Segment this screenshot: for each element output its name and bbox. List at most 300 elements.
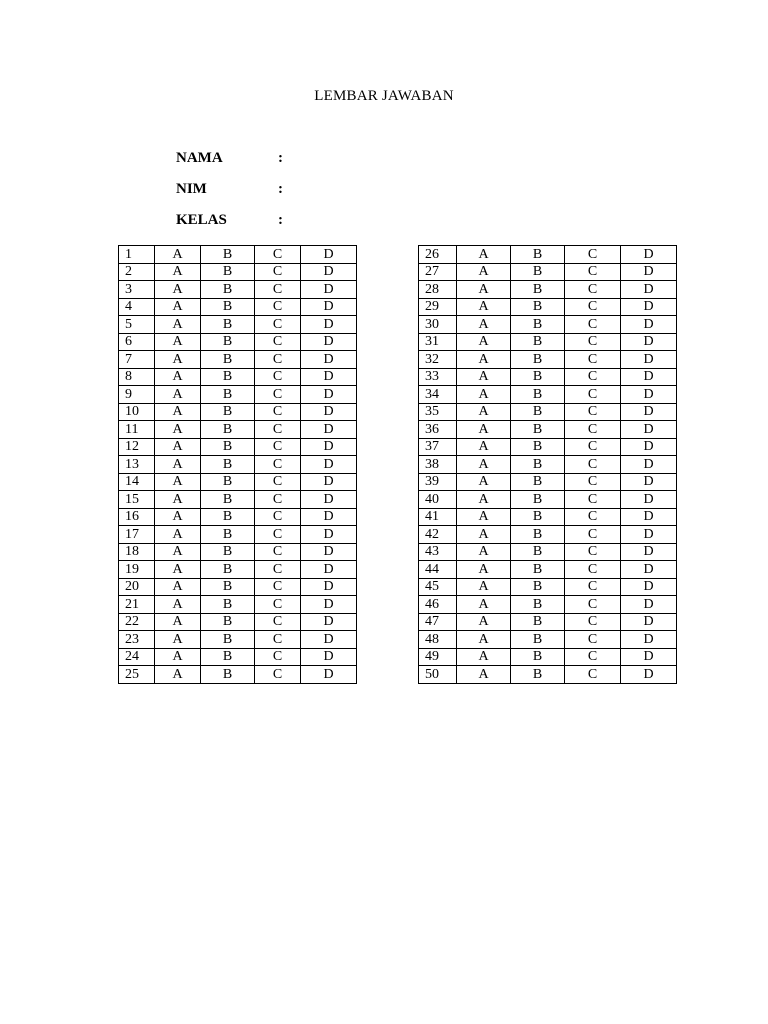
option-a[interactable]: A bbox=[457, 403, 511, 421]
option-c[interactable]: C bbox=[565, 316, 621, 334]
option-a[interactable]: A bbox=[457, 351, 511, 369]
answer-row bbox=[119, 421, 357, 439]
option-b[interactable]: B bbox=[511, 596, 565, 614]
option-c[interactable]: C bbox=[255, 666, 301, 684]
option-d[interactable]: D bbox=[621, 386, 677, 404]
option-a[interactable]: A bbox=[457, 596, 511, 614]
option-b[interactable]: B bbox=[201, 298, 255, 316]
option-a[interactable]: A bbox=[457, 561, 511, 579]
option-c[interactable]: C bbox=[565, 351, 621, 369]
question-number: 44 bbox=[419, 561, 457, 579]
option-b[interactable]: B bbox=[511, 298, 565, 316]
answer-row bbox=[119, 403, 357, 421]
option-a[interactable]: A bbox=[155, 368, 201, 386]
option-c[interactable]: C bbox=[565, 596, 621, 614]
question-number: 11 bbox=[119, 421, 155, 439]
option-c[interactable]: C bbox=[565, 403, 621, 421]
option-c[interactable]: C bbox=[255, 596, 301, 614]
option-b[interactable]: B bbox=[201, 421, 255, 439]
option-d[interactable]: D bbox=[301, 438, 357, 456]
answer-row bbox=[119, 578, 357, 596]
option-a[interactable]: A bbox=[155, 333, 201, 351]
option-a[interactable]: A bbox=[155, 526, 201, 544]
option-c[interactable]: C bbox=[255, 263, 301, 281]
option-c[interactable]: C bbox=[565, 561, 621, 579]
question-number: 47 bbox=[419, 613, 457, 631]
option-c[interactable]: C bbox=[255, 298, 301, 316]
option-d[interactable]: D bbox=[621, 316, 677, 334]
question-number: 25 bbox=[119, 666, 155, 684]
option-c[interactable]: C bbox=[255, 561, 301, 579]
option-c[interactable]: C bbox=[255, 543, 301, 561]
option-b[interactable]: B bbox=[511, 368, 565, 386]
option-d[interactable]: D bbox=[621, 526, 677, 544]
option-d[interactable]: D bbox=[301, 666, 357, 684]
option-a[interactable]: A bbox=[155, 386, 201, 404]
answer-row bbox=[119, 456, 357, 474]
option-d[interactable]: D bbox=[301, 543, 357, 561]
answer-row bbox=[119, 543, 357, 561]
option-c[interactable]: C bbox=[565, 491, 621, 509]
option-c[interactable]: C bbox=[565, 438, 621, 456]
option-d[interactable]: D bbox=[301, 456, 357, 474]
option-d[interactable]: D bbox=[621, 648, 677, 666]
question-number: 40 bbox=[419, 491, 457, 509]
option-b[interactable]: B bbox=[511, 316, 565, 334]
field-colon: : bbox=[278, 150, 283, 166]
question-number: 4 bbox=[119, 298, 155, 316]
option-d[interactable]: D bbox=[301, 578, 357, 596]
option-d[interactable]: D bbox=[301, 403, 357, 421]
option-c[interactable]: C bbox=[255, 316, 301, 334]
answer-row bbox=[419, 613, 677, 631]
option-d[interactable]: D bbox=[621, 596, 677, 614]
option-d[interactable]: D bbox=[301, 491, 357, 509]
option-d[interactable]: D bbox=[621, 281, 677, 299]
question-number: 46 bbox=[419, 596, 457, 614]
answer-row bbox=[419, 351, 677, 369]
option-d[interactable]: D bbox=[621, 246, 677, 264]
answer-row bbox=[119, 438, 357, 456]
option-b[interactable]: B bbox=[201, 351, 255, 369]
option-d[interactable]: D bbox=[301, 631, 357, 649]
field-colon: : bbox=[278, 181, 283, 197]
option-d[interactable]: D bbox=[301, 316, 357, 334]
answer-row bbox=[119, 246, 357, 264]
option-b[interactable]: B bbox=[201, 508, 255, 526]
question-number: 39 bbox=[419, 473, 457, 491]
option-a[interactable]: A bbox=[457, 648, 511, 666]
question-number: 7 bbox=[119, 351, 155, 369]
answer-row bbox=[419, 281, 677, 299]
question-number: 42 bbox=[419, 526, 457, 544]
option-a[interactable]: A bbox=[457, 473, 511, 491]
option-c[interactable]: C bbox=[255, 508, 301, 526]
option-b[interactable]: B bbox=[511, 648, 565, 666]
option-a[interactable]: A bbox=[457, 368, 511, 386]
option-b[interactable]: B bbox=[201, 631, 255, 649]
question-number: 45 bbox=[419, 578, 457, 596]
answer-row bbox=[119, 386, 357, 404]
option-b[interactable]: B bbox=[201, 666, 255, 684]
option-c[interactable]: C bbox=[255, 526, 301, 544]
answer-row bbox=[419, 631, 677, 649]
answer-table-left bbox=[118, 245, 357, 684]
question-number: 8 bbox=[119, 368, 155, 386]
question-number: 50 bbox=[419, 666, 457, 684]
answer-row bbox=[419, 596, 677, 614]
option-d[interactable]: D bbox=[621, 421, 677, 439]
question-number: 2 bbox=[119, 263, 155, 281]
option-a[interactable]: A bbox=[155, 543, 201, 561]
question-number: 14 bbox=[119, 473, 155, 491]
option-a[interactable]: A bbox=[155, 578, 201, 596]
option-c[interactable]: C bbox=[255, 386, 301, 404]
field-label: NAMA bbox=[176, 150, 223, 166]
option-a[interactable]: A bbox=[457, 631, 511, 649]
question-number: 16 bbox=[119, 508, 155, 526]
question-number: 20 bbox=[119, 578, 155, 596]
option-c[interactable]: C bbox=[255, 281, 301, 299]
option-a[interactable]: A bbox=[155, 561, 201, 579]
question-number: 41 bbox=[419, 508, 457, 526]
question-number: 36 bbox=[419, 421, 457, 439]
option-c[interactable]: C bbox=[255, 648, 301, 666]
page-title: LEMBAR JAWABAN bbox=[314, 88, 454, 104]
option-c[interactable]: C bbox=[255, 351, 301, 369]
option-a[interactable]: A bbox=[457, 298, 511, 316]
answer-row bbox=[419, 386, 677, 404]
identity-fields bbox=[176, 150, 288, 243]
answer-row bbox=[419, 561, 677, 579]
option-a[interactable]: A bbox=[457, 491, 511, 509]
option-c[interactable]: C bbox=[565, 473, 621, 491]
option-c[interactable]: C bbox=[565, 648, 621, 666]
option-b[interactable]: B bbox=[511, 421, 565, 439]
option-a[interactable]: A bbox=[155, 438, 201, 456]
answer-row bbox=[419, 456, 677, 474]
option-a[interactable]: A bbox=[457, 333, 511, 351]
question-number: 29 bbox=[419, 298, 457, 316]
field-nama bbox=[176, 150, 288, 181]
answer-row bbox=[419, 438, 677, 456]
question-number: 37 bbox=[419, 438, 457, 456]
option-d[interactable]: D bbox=[301, 561, 357, 579]
question-number: 21 bbox=[119, 596, 155, 614]
option-b[interactable]: B bbox=[511, 333, 565, 351]
option-c[interactable]: C bbox=[565, 281, 621, 299]
question-number: 48 bbox=[419, 631, 457, 649]
option-b[interactable]: B bbox=[511, 263, 565, 281]
option-b[interactable]: B bbox=[201, 648, 255, 666]
question-number: 49 bbox=[419, 648, 457, 666]
option-b[interactable]: B bbox=[511, 246, 565, 264]
option-b[interactable]: B bbox=[511, 456, 565, 474]
option-c[interactable]: C bbox=[255, 578, 301, 596]
option-b[interactable]: B bbox=[201, 263, 255, 281]
option-a[interactable]: A bbox=[155, 263, 201, 281]
option-a[interactable]: A bbox=[155, 281, 201, 299]
option-c[interactable]: C bbox=[255, 473, 301, 491]
option-d[interactable]: D bbox=[621, 473, 677, 491]
option-a[interactable]: A bbox=[155, 403, 201, 421]
option-c[interactable]: C bbox=[255, 333, 301, 351]
option-a[interactable]: A bbox=[457, 438, 511, 456]
answer-row bbox=[419, 526, 677, 544]
option-d[interactable]: D bbox=[301, 246, 357, 264]
option-d[interactable]: D bbox=[301, 351, 357, 369]
option-a[interactable]: A bbox=[457, 386, 511, 404]
option-d[interactable]: D bbox=[621, 368, 677, 386]
question-number: 1 bbox=[119, 246, 155, 264]
answer-row bbox=[419, 648, 677, 666]
question-number: 23 bbox=[119, 631, 155, 649]
option-b[interactable]: B bbox=[201, 543, 255, 561]
option-a[interactable]: A bbox=[155, 316, 201, 334]
question-number: 43 bbox=[419, 543, 457, 561]
option-a[interactable]: A bbox=[457, 526, 511, 544]
option-b[interactable]: B bbox=[511, 351, 565, 369]
question-number: 19 bbox=[119, 561, 155, 579]
option-b[interactable]: B bbox=[511, 631, 565, 649]
answer-row bbox=[119, 508, 357, 526]
option-d[interactable]: D bbox=[621, 631, 677, 649]
option-c[interactable]: C bbox=[255, 438, 301, 456]
answer-row bbox=[419, 368, 677, 386]
field-kelas bbox=[176, 212, 288, 243]
option-b[interactable]: B bbox=[201, 526, 255, 544]
answer-row bbox=[119, 281, 357, 299]
option-c[interactable]: C bbox=[565, 613, 621, 631]
option-b[interactable]: B bbox=[201, 438, 255, 456]
option-b[interactable]: B bbox=[201, 316, 255, 334]
question-number: 35 bbox=[419, 403, 457, 421]
option-a[interactable]: A bbox=[457, 578, 511, 596]
question-number: 38 bbox=[419, 456, 457, 474]
option-b[interactable]: B bbox=[201, 386, 255, 404]
answer-row bbox=[419, 473, 677, 491]
option-c[interactable]: C bbox=[565, 456, 621, 474]
option-c[interactable]: C bbox=[565, 631, 621, 649]
option-b[interactable]: B bbox=[511, 403, 565, 421]
question-number: 22 bbox=[119, 613, 155, 631]
option-d[interactable]: D bbox=[621, 561, 677, 579]
option-b[interactable]: B bbox=[511, 473, 565, 491]
option-c[interactable]: C bbox=[565, 421, 621, 439]
field-label: KELAS bbox=[176, 212, 227, 228]
option-c[interactable]: C bbox=[565, 578, 621, 596]
question-number: 27 bbox=[419, 263, 457, 281]
option-b[interactable]: B bbox=[201, 596, 255, 614]
answer-row bbox=[419, 263, 677, 281]
option-c[interactable]: C bbox=[255, 491, 301, 509]
option-d[interactable]: D bbox=[621, 508, 677, 526]
question-number: 24 bbox=[119, 648, 155, 666]
option-a[interactable]: A bbox=[155, 508, 201, 526]
option-c[interactable]: C bbox=[255, 368, 301, 386]
answer-row bbox=[419, 508, 677, 526]
option-b[interactable]: B bbox=[511, 386, 565, 404]
option-b[interactable]: B bbox=[201, 368, 255, 386]
question-number: 26 bbox=[419, 246, 457, 264]
answer-row bbox=[419, 246, 677, 264]
option-b[interactable]: B bbox=[201, 613, 255, 631]
option-c[interactable]: C bbox=[565, 543, 621, 561]
option-b[interactable]: B bbox=[201, 491, 255, 509]
option-a[interactable]: A bbox=[457, 316, 511, 334]
answer-row bbox=[419, 421, 677, 439]
option-b[interactable]: B bbox=[511, 666, 565, 684]
option-b[interactable]: B bbox=[201, 281, 255, 299]
option-a[interactable]: A bbox=[155, 491, 201, 509]
option-b[interactable]: B bbox=[511, 491, 565, 509]
option-c[interactable]: C bbox=[565, 368, 621, 386]
option-a[interactable]: A bbox=[457, 508, 511, 526]
answer-row bbox=[119, 666, 357, 684]
option-b[interactable]: B bbox=[511, 281, 565, 299]
option-d[interactable]: D bbox=[301, 473, 357, 491]
option-d[interactable]: D bbox=[621, 491, 677, 509]
option-a[interactable]: A bbox=[155, 246, 201, 264]
option-a[interactable]: A bbox=[457, 263, 511, 281]
option-b[interactable]: B bbox=[511, 543, 565, 561]
option-c[interactable]: C bbox=[255, 246, 301, 264]
option-a[interactable]: A bbox=[155, 421, 201, 439]
option-c[interactable]: C bbox=[565, 508, 621, 526]
option-c[interactable]: C bbox=[255, 403, 301, 421]
answer-row bbox=[119, 316, 357, 334]
option-d[interactable]: D bbox=[301, 613, 357, 631]
question-number: 31 bbox=[419, 333, 457, 351]
answer-row bbox=[119, 333, 357, 351]
option-a[interactable]: A bbox=[155, 298, 201, 316]
answer-row bbox=[119, 631, 357, 649]
answer-row bbox=[419, 403, 677, 421]
answer-row bbox=[119, 596, 357, 614]
option-b[interactable]: B bbox=[201, 561, 255, 579]
option-b[interactable]: B bbox=[201, 456, 255, 474]
option-b[interactable]: B bbox=[201, 403, 255, 421]
option-d[interactable]: D bbox=[621, 298, 677, 316]
question-number: 15 bbox=[119, 491, 155, 509]
option-d[interactable]: D bbox=[621, 456, 677, 474]
question-number: 32 bbox=[419, 351, 457, 369]
option-b[interactable]: B bbox=[511, 438, 565, 456]
option-d[interactable]: D bbox=[621, 351, 677, 369]
answer-row bbox=[419, 543, 677, 561]
option-a[interactable]: A bbox=[155, 613, 201, 631]
option-c[interactable]: C bbox=[565, 386, 621, 404]
question-number: 30 bbox=[419, 316, 457, 334]
option-d[interactable]: D bbox=[621, 263, 677, 281]
question-number: 10 bbox=[119, 403, 155, 421]
option-d[interactable]: D bbox=[301, 281, 357, 299]
question-number: 18 bbox=[119, 543, 155, 561]
option-a[interactable]: A bbox=[155, 456, 201, 474]
option-c[interactable]: C bbox=[565, 263, 621, 281]
option-b[interactable]: B bbox=[511, 561, 565, 579]
option-c[interactable]: C bbox=[565, 246, 621, 264]
option-a[interactable]: A bbox=[155, 596, 201, 614]
option-c[interactable]: C bbox=[255, 631, 301, 649]
option-a[interactable]: A bbox=[457, 613, 511, 631]
option-d[interactable]: D bbox=[301, 526, 357, 544]
option-b[interactable]: B bbox=[511, 508, 565, 526]
option-c[interactable]: C bbox=[565, 526, 621, 544]
answer-row bbox=[119, 613, 357, 631]
option-d[interactable]: D bbox=[621, 613, 677, 631]
question-number: 13 bbox=[119, 456, 155, 474]
answer-row bbox=[119, 368, 357, 386]
option-c[interactable]: C bbox=[565, 333, 621, 351]
option-d[interactable]: D bbox=[301, 421, 357, 439]
option-b[interactable]: B bbox=[511, 613, 565, 631]
option-b[interactable]: B bbox=[511, 526, 565, 544]
option-a[interactable]: A bbox=[155, 666, 201, 684]
option-b[interactable]: B bbox=[201, 246, 255, 264]
answer-row bbox=[419, 491, 677, 509]
option-c[interactable]: C bbox=[255, 613, 301, 631]
option-a[interactable]: A bbox=[457, 666, 511, 684]
option-c[interactable]: C bbox=[565, 666, 621, 684]
answer-row bbox=[419, 666, 677, 684]
option-d[interactable]: D bbox=[301, 263, 357, 281]
option-b[interactable]: B bbox=[511, 578, 565, 596]
option-a[interactable]: A bbox=[155, 631, 201, 649]
answer-table-right bbox=[418, 245, 677, 684]
question-number: 33 bbox=[419, 368, 457, 386]
option-d[interactable]: D bbox=[621, 543, 677, 561]
option-b[interactable]: B bbox=[201, 333, 255, 351]
question-number: 6 bbox=[119, 333, 155, 351]
option-d[interactable]: D bbox=[621, 403, 677, 421]
question-number: 28 bbox=[419, 281, 457, 299]
option-c[interactable]: C bbox=[255, 421, 301, 439]
option-d[interactable]: D bbox=[301, 596, 357, 614]
answer-row bbox=[119, 648, 357, 666]
option-a[interactable]: A bbox=[457, 543, 511, 561]
option-c[interactable]: C bbox=[255, 456, 301, 474]
option-d[interactable]: D bbox=[301, 386, 357, 404]
field-label: NIM bbox=[176, 181, 207, 197]
option-a[interactable]: A bbox=[457, 421, 511, 439]
option-a[interactable]: A bbox=[457, 246, 511, 264]
option-a[interactable]: A bbox=[155, 351, 201, 369]
question-number: 3 bbox=[119, 281, 155, 299]
option-a[interactable]: A bbox=[155, 648, 201, 666]
question-number: 9 bbox=[119, 386, 155, 404]
answer-row bbox=[419, 333, 677, 351]
option-a[interactable]: A bbox=[155, 473, 201, 491]
option-d[interactable]: D bbox=[301, 368, 357, 386]
option-c[interactable]: C bbox=[565, 298, 621, 316]
option-b[interactable]: B bbox=[201, 578, 255, 596]
answer-row bbox=[419, 316, 677, 334]
option-d[interactable]: D bbox=[621, 333, 677, 351]
answer-row bbox=[119, 473, 357, 491]
option-d[interactable]: D bbox=[301, 508, 357, 526]
option-a[interactable]: A bbox=[457, 281, 511, 299]
option-d[interactable]: D bbox=[301, 333, 357, 351]
option-d[interactable]: D bbox=[621, 438, 677, 456]
option-d[interactable]: D bbox=[621, 578, 677, 596]
option-d[interactable]: D bbox=[301, 648, 357, 666]
option-b[interactable]: B bbox=[201, 473, 255, 491]
option-d[interactable]: D bbox=[301, 298, 357, 316]
option-d[interactable]: D bbox=[621, 666, 677, 684]
option-a[interactable]: A bbox=[457, 456, 511, 474]
answer-row bbox=[119, 526, 357, 544]
